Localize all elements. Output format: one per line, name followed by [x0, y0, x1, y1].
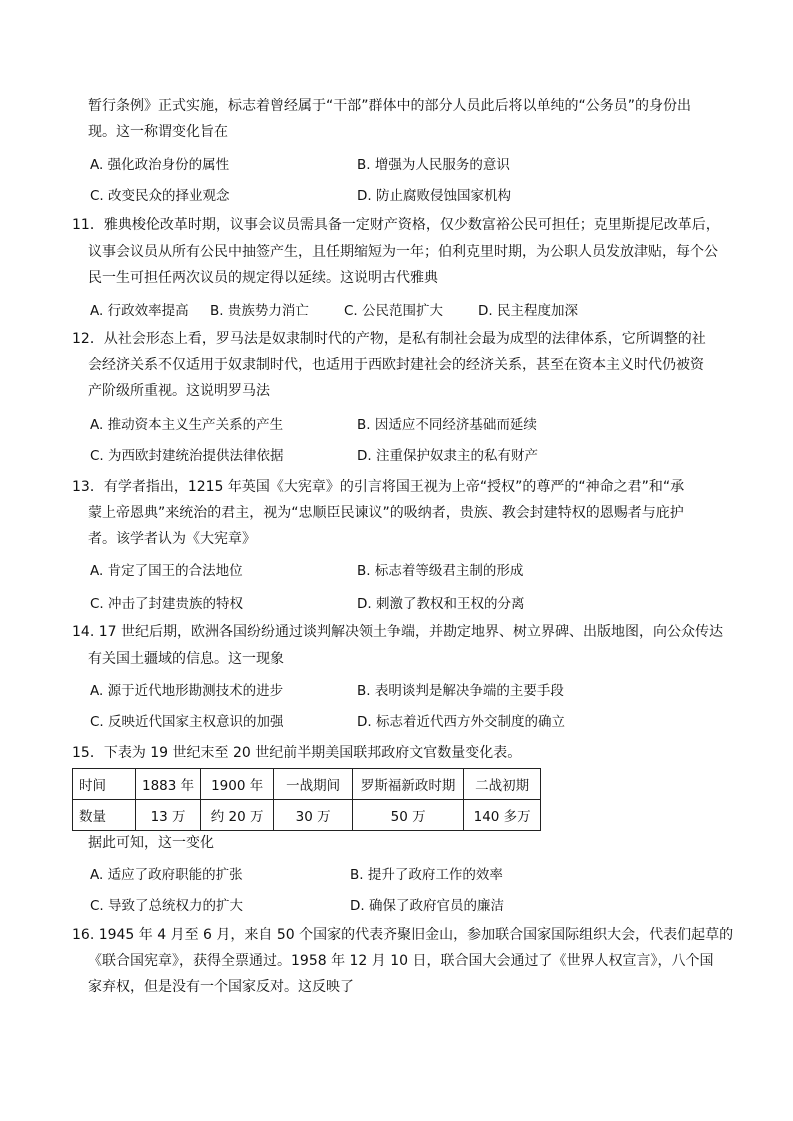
question-16-text: 16. 1945 年 4 月至 6 月，来自 50 个国家的代表齐聚旧金山，参加联合国家国际组织大会，代表们起草的	[72, 927, 734, 943]
option-d[interactable]: D. 民主程度加深	[478, 303, 578, 319]
question-11-text: 民一生可担任两次议员的规定得以延续。这说明古代雅典	[88, 270, 438, 286]
question-text: 暂行条例》正式实施，标志着曾经属于“干部”群体中的部分人员此后将以单纯的“公务员”的身份出	[88, 98, 692, 114]
table-row	[73, 800, 541, 831]
option-a[interactable]: A. 适应了政府职能的扩张	[90, 867, 243, 883]
option-c[interactable]: C. 导致了总统权力的扩大	[90, 898, 244, 914]
question-16-text: 《联合国宪章》，获得全票通过。1958 年 12 月 10 日，联合国大会通过了《世界人权宣言》，八个国	[88, 953, 714, 969]
option-b[interactable]: B. 贵族势力消亡	[210, 303, 309, 319]
table-cell: 数量	[73, 800, 136, 831]
table-header-cell: 1883 年	[136, 769, 201, 800]
option-d[interactable]: D. 标志着近代西方外交制度的确立	[357, 714, 565, 730]
option-a[interactable]: A. 行政效率提高	[90, 303, 189, 319]
option-c[interactable]: C. 改变民众的择业观念	[90, 188, 230, 204]
option-d[interactable]: D. 刺激了教权和王权的分离	[357, 596, 525, 612]
option-a[interactable]: A. 源于近代地形勘测技术的进步	[90, 683, 284, 699]
option-b[interactable]: B. 因适应不同经济基础而延续	[357, 417, 537, 433]
option-d[interactable]: D. 确保了政府官员的廉洁	[350, 898, 504, 914]
option-a[interactable]: A. 推动资本主义生产关系的产生	[90, 417, 284, 433]
question-12-text: 会经济关系不仅适用于奴隶制时代，也适用于西欧封建社会的经济关系，甚至在资本主义时代仍被资	[88, 357, 704, 373]
option-a[interactable]: A. 肯定了国王的合法地位	[90, 563, 243, 579]
table-cell: 30 万	[274, 800, 353, 831]
option-c[interactable]: C. 为西欧封建统治提供法律依据	[90, 448, 284, 464]
option-c[interactable]: C. 冲击了封建贵族的特权	[90, 596, 244, 612]
question-12-text: 12．从社会形态上看，罗马法是奴隶制时代的产物，是私有制社会最为成型的法律体系，它所调整的社	[72, 331, 706, 347]
option-b[interactable]: B. 提升了政府工作的效率	[350, 867, 503, 883]
table-cell: 140 多万	[464, 800, 541, 831]
option-b[interactable]: B. 标志着等级君主制的形成	[357, 563, 524, 579]
table-header-cell: 1900 年	[201, 769, 274, 800]
option-c[interactable]: C. 公民范围扩大	[344, 303, 444, 319]
question-13-text: 13．有学者指出，1215 年英国《大宪章》的引言将国王视为上帝“授权”的尊严的“神命之君”和“承	[72, 479, 685, 495]
option-d[interactable]: D. 防止腐败侵蚀国家机构	[357, 188, 511, 204]
question-text: 现。这一称谓变化旨在	[88, 124, 228, 140]
table-cell: 50 万	[353, 800, 464, 831]
question-14-text: 有关国土疆域的信息。这一现象	[88, 651, 284, 667]
option-c[interactable]: C. 反映近代国家主权意识的加强	[90, 714, 284, 730]
question-15-text: 据此可知，这一变化	[88, 835, 214, 851]
question-11-text: 议事会议员从所有公民中抽签产生，且任期缩短为一年；伯利克里时期，为公职人员发放津贴，每个公	[88, 244, 718, 260]
table-header-row	[73, 769, 541, 800]
table-header-cell: 罗斯福新政时期	[353, 769, 464, 800]
question-13-text: 蒙上帝恩典”来统治的君主，视为“忠顺臣民谏议”的吸纳者，贵族、教会封建特权的恩赐者与庇护	[88, 505, 684, 521]
option-a[interactable]: A. 强化政治身份的属性	[90, 157, 230, 173]
table-header-cell: 一战期间	[274, 769, 353, 800]
option-b[interactable]: B. 表明谈判是解决争端的主要手段	[357, 683, 564, 699]
officials-count-table	[72, 768, 541, 831]
option-d[interactable]: D. 注重保护奴隶主的私有财产	[357, 448, 538, 464]
table-cell: 13 万	[136, 800, 201, 831]
question-13-text: 者。该学者认为《大宪章》	[88, 531, 256, 547]
question-14-text: 14. 17 世纪后期，欧洲各国纷纷通过谈判解决领土争端，并勘定地界、树立界碑、出版地图，向公众传达	[72, 624, 723, 640]
table-header-cell: 二战初期	[464, 769, 541, 800]
table-cell: 约 20 万	[201, 800, 274, 831]
question-16-text: 家弃权，但是没有一个国家反对。这反映了	[88, 979, 354, 995]
table-header-cell: 时间	[73, 769, 136, 800]
question-11-text: 11．雅典梭伦改革时期，议事会议员需具备一定财产资格，仅少数富裕公民可担任；克里斯提尼改革后，	[72, 217, 720, 233]
question-12-text: 产阶级所重视。这说明罗马法	[88, 383, 270, 399]
question-15-text: 15．下表为 19 世纪末至 20 世纪前半期美国联邦政府文官数量变化表。	[72, 745, 522, 761]
option-b[interactable]: B. 增强为人民服务的意识	[357, 157, 510, 173]
